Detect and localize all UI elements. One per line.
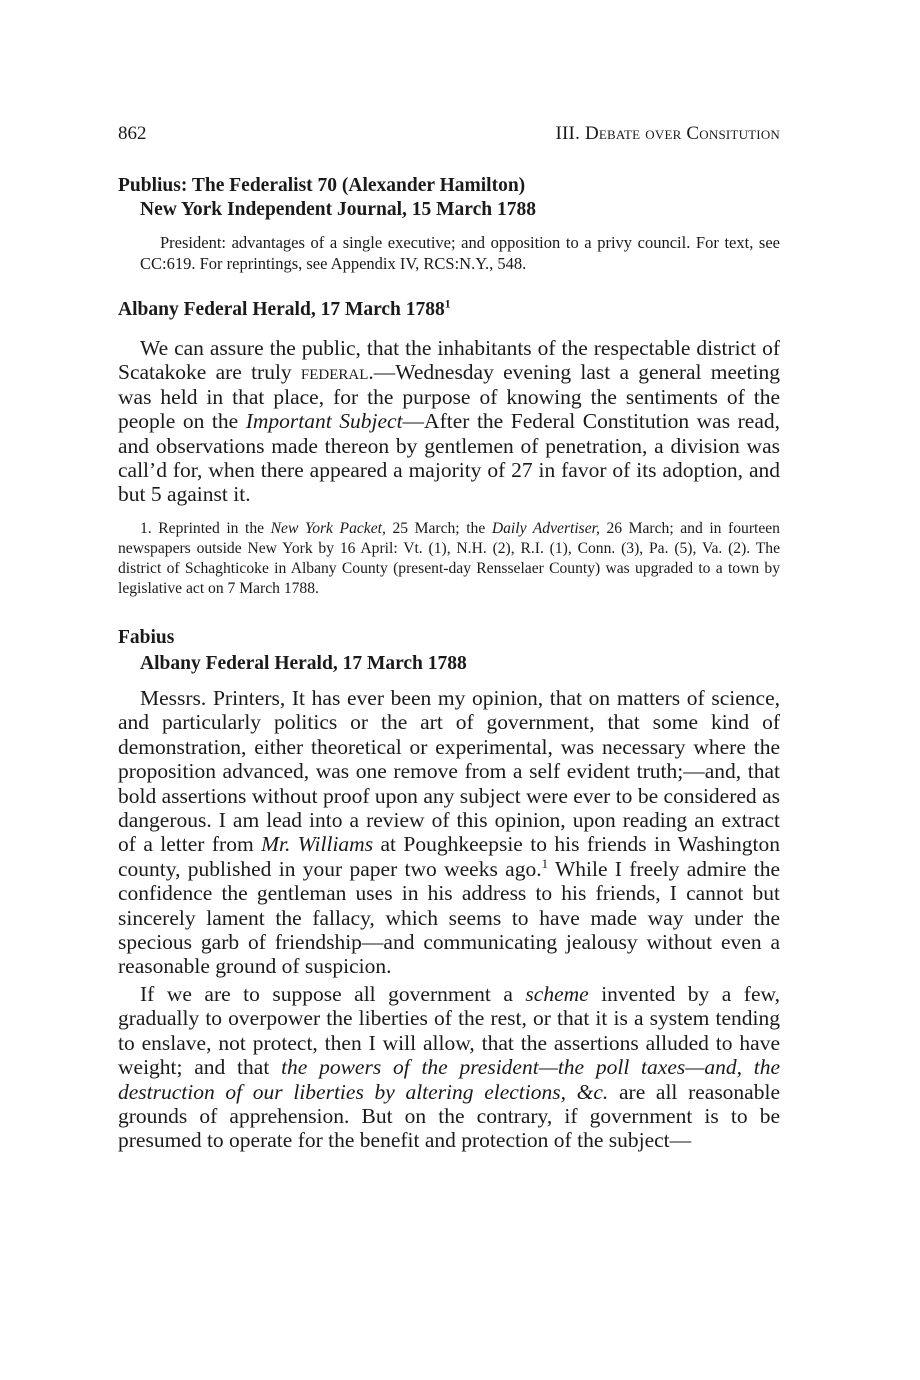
section-title: III. Debate over Consitution xyxy=(555,123,780,144)
entry-source: New York Independent Journal, 15 March 1788 xyxy=(140,199,536,220)
footnote xyxy=(118,519,780,599)
text-run: Messrs. Printers, It has ever been my opinion, that on matters of science, and particularly politics or the art of government, that some kind of demonstration, either theoretical or experimental, was necessary where the proposition advanced, was one remove from a self evident truth;—and, that bold assertions without proof upon any subject were ever to be considered as dangerous. I am lead into a review of this opinion, upon reading an extract of a letter from xyxy=(118,686,780,857)
italic-run: the powers of the president—the poll taxes—and, the destruction of our liberties by altering elections, &c. xyxy=(118,1055,780,1104)
entry-summary: President: advantages of a single executive; and opposition to a privy council. For text, see CC:619. For reprintings, see Appendix IV, RCS:N.Y., 548. xyxy=(140,233,780,273)
text-run: 25 March; the xyxy=(385,519,492,537)
text-run: —Wednesday evening last a general meeting was held in that place, for the purpose of knowing the sentiments of the people on the xyxy=(118,360,780,434)
text-run: While I freely admire the confidence the gentleman uses in his address to his friends, I cannot but sincerely lament the fallacy, which seems to have made way under the specious garb of friendship—and communicating jealousy without even a reasonable ground of suspicion. xyxy=(118,856,780,979)
text-run: are all reasonable grounds of apprehension. But on the contrary, if government is to be presumed to operate for the benefit and protection of the subject— xyxy=(118,1079,780,1153)
body-paragraph xyxy=(118,336,780,507)
italic-run: Mr. Williams xyxy=(261,832,374,857)
entry-title-text: Albany Federal Herald, 17 March 1788 xyxy=(118,299,445,320)
entry-title: Publius: The Federalist 70 (Alexander Hamilton) xyxy=(118,175,526,196)
italic-run: scheme xyxy=(525,981,589,1006)
footnote-ref: 1 xyxy=(541,856,549,871)
page-number: 862 xyxy=(118,123,147,144)
entry-federalist-70 xyxy=(118,174,780,274)
italic-run: Important Subject xyxy=(245,409,403,434)
footnote-ref: 1 xyxy=(444,297,451,311)
entry-albany-federal-herald xyxy=(118,298,780,599)
running-head xyxy=(118,123,780,149)
italic-run: New York Packet, xyxy=(270,519,386,537)
text-run: —After the Federal Constitution was read, and observations made thereon by gentlemen of penetration, a division was call’d for, when there appeared a majority of 27 in favor of its adoption, and but 5 against it. xyxy=(118,409,780,507)
text-run: If we are to suppose all government a xyxy=(140,981,526,1006)
entry-fabius xyxy=(118,626,780,1153)
small-caps-run: federal. xyxy=(300,360,374,385)
entry-source: Albany Federal Herald, 17 March 1788 xyxy=(140,653,467,674)
body-paragraph xyxy=(118,686,780,979)
entry-title xyxy=(118,298,780,322)
text-run: invented by a few, gradually to overpower the liberties of the rest, or that it is a system tending to enslave, not protect, then I will allow, that the assertions alluded to have weight; and that xyxy=(118,981,780,1080)
text-run: 26 March; and in fourteen newspapers outside New York by 16 April: Vt. (1), N.H. (2), R.I. (1), Conn. (3), Pa. (5), Va. (2). The district of Schaghticoke in Albany County (present-day Rensselaer County) was upgraded to a town by legislative act on 7 March 1788. xyxy=(118,519,780,597)
body-paragraph xyxy=(118,982,780,1153)
text-run: 1. Reprinted in the xyxy=(140,519,271,537)
entry-title: Fabius xyxy=(118,627,175,648)
text-run: at Poughkeepsie to his friends in Washington county, published in your paper two weeks ago. xyxy=(118,832,780,881)
italic-run: Daily Advertiser, xyxy=(491,519,600,537)
text-run: We can assure the public, that the inhabitants of the respectable district of Scatakoke are truly xyxy=(118,336,780,385)
